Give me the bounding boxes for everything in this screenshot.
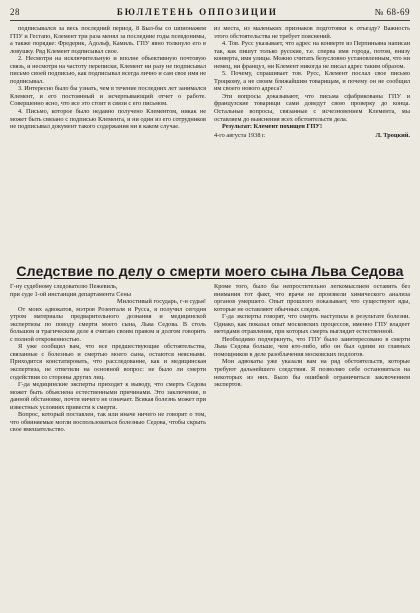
paragraph: 4. Тов. Русс указывает, что адрес на конверте из Перпиньяна написан так, как пишут только русские, т.е. сперва имя города, потом, внизу конверта, имя улицы. Можно считать безусловно установленным, что ни немец, ни француз, ни Клемент никогда не писал адрес таким образом.	[214, 40, 410, 70]
paragraph: из места, из маленьких признаков подготовки к отъезду? Важность этого обстоятельства не требует пояснений.	[214, 25, 410, 40]
paragraph: 4. Письмо, которое было недавно получено Клементом, никак не может быть связано с подписью Клемента, и ни один из его сотрудников не подписывал документ такого содержания ни в каком случае.	[10, 108, 206, 131]
paragraph: 5. Почему, спрашивает тов. Русс, Клемент послал свое письмо Троцкому, а не своим ближайшим товарищам, и почему он не сообщил им своего нового адреса?	[214, 70, 410, 93]
article-title: Следствие по делу о смерти моего сына Льва Седова	[16, 263, 404, 279]
paragraph: Я уже сообщил вам, что все предшествующие обстоятельства, связанные с болезнью и смертью моего сына, остаются неясными. Приходится констатировать, что расследование, как и медицинская экспертиза, не ответили на основной вопрос: не было ли смерти содействия со стороны других лиц.	[10, 343, 206, 381]
article-right-column	[214, 283, 410, 613]
paragraph: Вопрос, который поставлен, так или иначе ничего не говорит о том, что обвиняемые могли воспользоваться болезнью Седова, чтобы скрыть свое вмешательство.	[10, 411, 206, 434]
previous-article-left-column	[10, 25, 206, 257]
previous-article-columns	[10, 25, 410, 257]
paragraph: Мои адвокаты уже указали вам на ряд обстоятельств, которые требуют дальнейшего следствия. Я позволяю себе остановиться на некоторых из них. Было бы ошибкой ограничиться заключением экспертов.	[214, 358, 410, 389]
publication-title: БЮЛЛЕТЕНЬ ОППОЗИЦИИ	[116, 7, 278, 17]
page-number: 28	[10, 7, 20, 17]
previous-article-right-column	[214, 25, 410, 257]
signature-line	[214, 132, 410, 140]
signature-name: Л. Троцкий.	[375, 131, 410, 139]
salutation: Милостивый государь, г-н судья!	[117, 298, 206, 306]
paragraph: Необходимо подчеркнуть, что ГПУ было заинтересовано в смерти Льва Седова больше, чем кто-либо, ибо он был одним из главных помощников в деле разоблачения московских подлогов.	[214, 335, 410, 358]
paragraph: От моих адвокатов, мэтров Розенталя и Русса, я получил сегодня утром материалы предварительного дознания и медицинской экспертизы по поводу смерти моего сына, Льва Седова. В столь большом и трагическом деле я считаю своим правом и долгом говорить с полной откровенностью.	[10, 305, 206, 343]
article-left-column	[10, 283, 206, 613]
paragraph: Г-да эксперты говорят, что смерть наступила в результате болезни. Однако, как показал опыт московских процессов, именно ГПУ владеет методами отравления, при которых смерть выглядит естественной.	[214, 313, 410, 336]
paragraph: подписывался за весь последний период. 8 Был-бы со шпионажем ГПУ и Гестапо, Клемент три раза менял за последние годы псевдонимы, а также порядке: Фредерик, Адольф, Камиль. ГПУ явно толкнуло его в ловушку. Ряд Клемент подписывал свое.	[10, 25, 206, 55]
paragraph: Г-да медицинские эксперты приходят к выводу, что смерть Седова может быть объяснена естественными причинами. Это заключение, в данной обстановке, почти ничего не означает. Всякая болезнь может при известных условиях привести к смерти.	[10, 381, 206, 411]
issue-number: № 68-69	[374, 7, 410, 17]
conclusion-statement: Результат: Клемент похищен ГПУ!	[222, 123, 323, 131]
page-header	[10, 6, 410, 21]
paragraph: 2. Несмотря на исключительную и вполне объективную почтовую связь, и несмотря на частоту переписки, Клемент ни разу не подписывал письмо своей подписью, как подписывал всегда лично и сам свое имя не подписывал.	[10, 55, 206, 85]
paragraph: Эти вопросы доказывают, что письма сфабрикованы ГПУ и французские товарищи сами доведут свою проверку до конца. Остальные вопросы, связанные с исчезновением Клемента, мы оставляем до выяснения всех обстоятельств дела.	[214, 92, 410, 123]
paragraph: 3. Интересно было бы узнать, чем в течение последних лет занимался Клемент, и его постоянный и исчерпывающий отчет о работе. Совершенно ясно, что все это стоит в связи с его письмом.	[10, 85, 206, 108]
article-columns	[10, 283, 410, 613]
signature-date: 4-го августа 1938 г.	[214, 131, 266, 139]
address-line: Г-ну судебному следователю Пежевиль,	[10, 283, 118, 290]
address-line: при суде 1-ой инстанции департамента Сены	[10, 290, 131, 298]
paragraph: Кроме того, было бы непростительно легкомыслием оставить без внимания тот факт, что врачи не произвели химического анализа органов умершего. Опыт прошлого показывает, что существуют яды, которые не оставляют обычных следов.	[214, 283, 410, 313]
